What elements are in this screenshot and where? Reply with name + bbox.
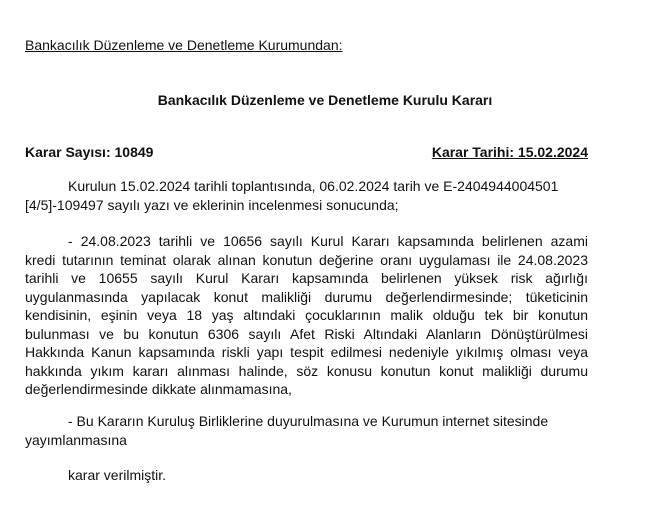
decision-date: Karar Tarihi: 15.02.2024 xyxy=(431,144,588,160)
paragraph-line: Hakkında Kanun kapsamında riskli yapı tespit edilmesi nedeniyle yıkılmış olması veya xyxy=(25,344,588,360)
document-title: Bankacılık Düzenleme ve Denetleme Kurulu Kararı xyxy=(157,92,493,108)
closing-line: karar verilmiştir. xyxy=(68,467,167,483)
paragraph-line: - 24.08.2023 tarihli ve 10656 sayılı Kurul Kararı kapsamında belirlenen azami xyxy=(68,233,588,249)
paragraph-line: kredi tutarının teminat olarak alınan konutun değerine oranı uygulaması ile 24.08.2023 xyxy=(25,251,588,268)
paragraph-line: Kurulun 15.02.2024 tarihli toplantısında, 06.02.2024 tarih ve E-2404944004501 xyxy=(68,178,559,194)
paragraph-decision-item-2 xyxy=(25,412,588,449)
paragraph-line: yayımlanmasına xyxy=(25,431,127,448)
paragraph-line: [4/5]-109497 sayılı yazı ve eklerinin incelenmesi sonucunda; xyxy=(25,196,399,213)
paragraph-line: hakkında yıkım kararı alınması halinde, söz konusu konutun konut malikliği durumu xyxy=(25,362,588,379)
paragraph-intro xyxy=(25,177,588,214)
issuing-authority: Bankacılık Düzenleme ve Denetleme Kurumundan: xyxy=(25,37,343,53)
paragraph-line: - Bu Kararın Kuruluş Birliklerine duyurulmasına ve Kurumun internet sitesinde xyxy=(68,413,549,429)
paragraph-closing xyxy=(25,466,588,485)
paragraph-line: kendisinin, eşinin veya 18 yaş altındaki çocuklarının malik olduğu tek bir konutun xyxy=(25,307,588,323)
paragraph-line: bulunması ve bu konutun 6306 sayılı Afet Riski Altındaki Alanların Dönüştürülmesi xyxy=(25,325,588,342)
paragraph-line: tarihli ve 10655 sayılı Kurul Kararı kapsamında belirlenen yüksek risk ağırlığı xyxy=(25,270,588,286)
decision-number: Karar Sayısı: 10849 xyxy=(25,144,154,160)
paragraph-decision-item-1 xyxy=(25,232,588,399)
paragraph-line: uygulanmasında yapılacak konut malikliği durumu değerlendirmesinde; tüketicinin xyxy=(25,288,588,305)
paragraph-line: değerlendirmesinde dikkate alınmamasına, xyxy=(25,381,292,397)
